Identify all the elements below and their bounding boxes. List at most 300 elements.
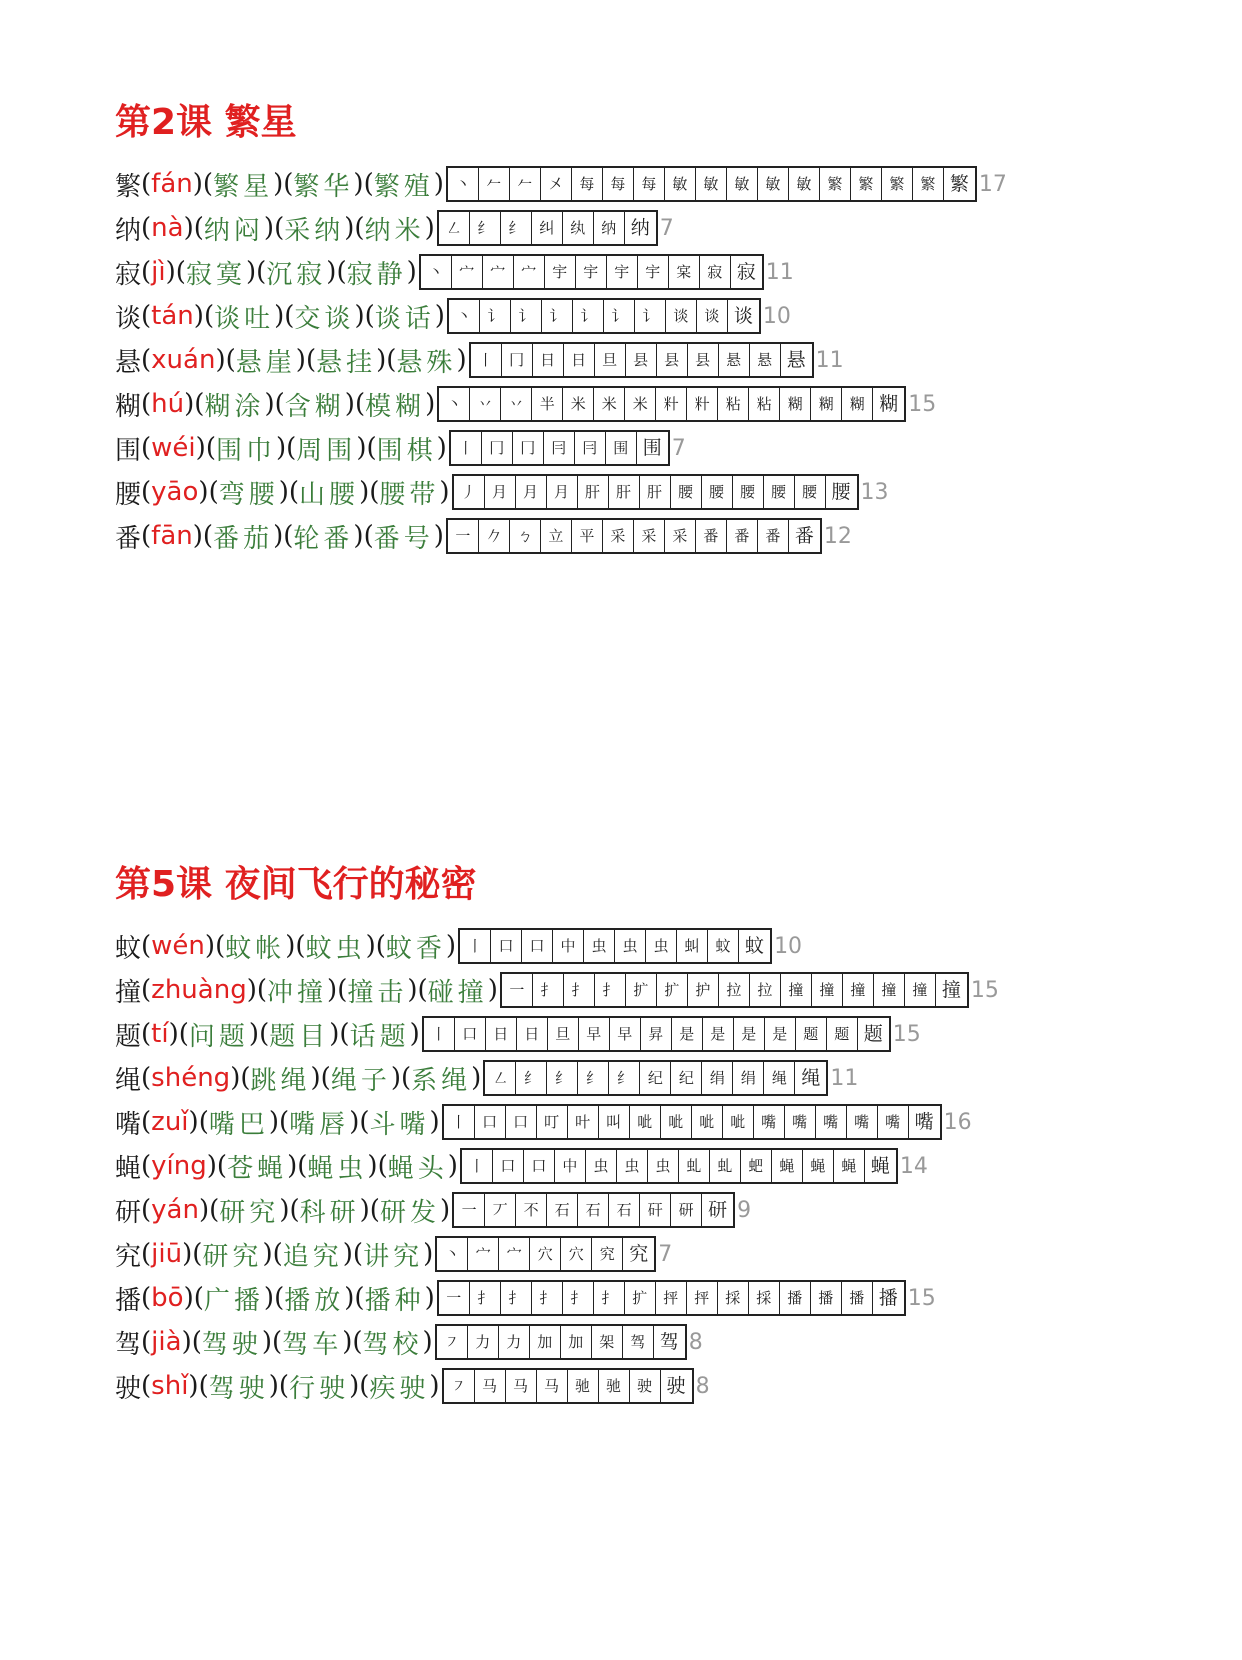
paren-open: (	[339, 1019, 350, 1049]
vocab-word: 弯腰	[218, 479, 279, 510]
stroke-step-box: 每	[603, 168, 634, 200]
vocab-word: 斗嘴	[369, 1109, 430, 1140]
vocab-word: 行驶	[289, 1373, 350, 1404]
stroke-step-box: 一	[454, 1194, 485, 1226]
stroke-step-box: 纠	[532, 212, 563, 244]
vocab-word-group	[194, 210, 274, 247]
stroke-step-box: 石	[547, 1194, 578, 1226]
vocab-word: 蚊香	[385, 933, 446, 964]
character-entry	[115, 162, 1007, 206]
vocab-word-group	[354, 210, 434, 247]
paren-open: (	[336, 257, 347, 287]
stroke-step-box: 纟	[516, 1062, 547, 1094]
entry-character: 嘴	[115, 1109, 142, 1140]
vocab-word: 话题	[349, 1021, 410, 1052]
stroke-step-box: 冃	[544, 432, 575, 464]
vocab-word: 疾驶	[369, 1373, 430, 1404]
vocab-word: 番号	[373, 523, 434, 554]
stroke-step-box: 呲	[630, 1106, 661, 1138]
stroke-step-box: 拉	[750, 974, 781, 1006]
paren-close: )	[342, 1239, 353, 1269]
vocab-word: 繁殖	[373, 171, 434, 202]
paren-close: )	[195, 433, 206, 463]
paren-close: )	[471, 1063, 482, 1093]
character-entry	[115, 294, 1007, 338]
paren-open: (	[141, 1239, 152, 1269]
stroke-step-box: 糊	[780, 388, 811, 420]
paren-close: )	[359, 1195, 370, 1225]
stroke-step-box: 悬	[786, 349, 806, 371]
vocab-word-group	[273, 1236, 353, 1273]
stroke-step-box: 𠂉	[510, 168, 541, 200]
paren-close: )	[188, 1371, 199, 1401]
paren-open: (	[208, 477, 219, 507]
paren-close: )	[204, 931, 216, 961]
paren-open: (	[225, 345, 236, 375]
vocab-word-group	[194, 1280, 274, 1317]
stroke-step-box: 宀	[452, 256, 483, 288]
stroke-step-box: 嘴	[754, 1106, 785, 1138]
stroke-step-box: 蝇	[870, 1155, 890, 1177]
vocab-word: 围棋	[376, 435, 437, 466]
stroke-step-box: 呲	[661, 1106, 692, 1138]
vocab-word-group	[386, 342, 466, 379]
vocab-word: 围巾	[215, 435, 276, 466]
stroke-step-box: 蚆	[741, 1150, 772, 1182]
stroke-step-box: 悬	[750, 344, 781, 376]
paren-open: (	[193, 1283, 204, 1313]
stroke-step-box: 宇	[607, 256, 638, 288]
stroke-count: 15	[907, 1285, 936, 1311]
stroke-step-box: 旦	[595, 344, 626, 376]
stroke-step-box: 叶	[568, 1106, 599, 1138]
paren-open: (	[141, 1107, 152, 1137]
stroke-step-box: 丨	[451, 432, 482, 464]
stroke-order-grid	[437, 210, 658, 246]
stroke-step-box: 丨	[462, 1150, 493, 1182]
paren-close: )	[445, 931, 457, 961]
lesson-title: 第5课 夜间飞行的秘密	[115, 864, 477, 905]
stroke-step-box: 虫	[646, 930, 677, 962]
stroke-step-box: 扌	[533, 974, 564, 1006]
vocab-word-group	[274, 1280, 354, 1317]
stroke-step-box: 宀	[499, 1238, 530, 1270]
stroke-step-box: 纟	[578, 1062, 609, 1094]
paren-open: (	[377, 1151, 388, 1181]
stroke-step-box: 采	[665, 520, 696, 552]
paren-open: (	[417, 975, 428, 1005]
vocab-word-group	[352, 1324, 432, 1361]
vocab-word: 沉寂	[266, 259, 327, 290]
paren-open: (	[364, 301, 375, 331]
stroke-step-box: 丿	[454, 476, 485, 508]
stroke-step-box: 扌	[595, 974, 626, 1006]
stroke-step-box: 糊	[842, 388, 873, 420]
vocab-word-group	[336, 254, 416, 291]
entry-character: 糊	[115, 391, 142, 422]
character-entry	[115, 250, 1007, 294]
entry-pinyin: fān	[151, 521, 193, 551]
paren-close: )	[367, 1151, 378, 1181]
vocab-word: 番茄	[213, 523, 274, 554]
vocab-word-group	[321, 1060, 401, 1097]
stroke-count: 11	[815, 347, 844, 373]
paren-close: )	[354, 301, 365, 331]
stroke-count: 13	[860, 479, 889, 505]
stroke-step-box: 虫	[584, 930, 615, 962]
stroke-step-box: 讠	[480, 300, 511, 332]
entry-character: 悬	[115, 347, 142, 378]
stroke-step-box: 护	[688, 974, 719, 1006]
paren-open: (	[286, 433, 297, 463]
character-entry	[115, 924, 999, 968]
entry-pinyin: nà	[151, 213, 184, 243]
stroke-step-box: 𠂊	[479, 520, 510, 552]
stroke-step-box: ㇇	[437, 1326, 468, 1358]
stroke-step-box: 採	[718, 1282, 749, 1314]
vocab-word: 系绳	[411, 1065, 472, 1096]
entry-pinyin: yíng	[151, 1151, 207, 1181]
stroke-step-box: 围	[606, 432, 637, 464]
stroke-step-box: 採	[749, 1282, 780, 1314]
entry-pinyin: zuǐ	[151, 1107, 189, 1137]
paren-open: (	[366, 433, 377, 463]
paren-open: (	[363, 521, 374, 551]
paren-close: )	[424, 213, 435, 243]
stroke-order-grid	[422, 1016, 891, 1052]
stroke-step-box: 丨	[444, 1106, 475, 1138]
stroke-step-box: 月	[547, 476, 578, 508]
entry-pinyin: jì	[151, 257, 166, 287]
stroke-step-box: 播	[780, 1282, 811, 1314]
vocab-word-group	[217, 1148, 297, 1185]
paren-open: (	[240, 1063, 251, 1093]
paren-open: (	[354, 1283, 365, 1313]
paren-open: (	[141, 345, 152, 375]
stroke-step-box: 拉	[719, 974, 750, 1006]
stroke-step-box: 日	[517, 1018, 548, 1050]
vocab-word: 悬殊	[396, 347, 457, 378]
paren-close: )	[198, 477, 209, 507]
stroke-step-box: 讠	[604, 300, 635, 332]
paren-open: (	[141, 1063, 152, 1093]
stroke-step-box: 讠	[542, 300, 573, 332]
vocab-word-group	[339, 1016, 419, 1053]
paren-close: )	[182, 1239, 193, 1269]
stroke-step-box: 番	[696, 520, 727, 552]
stroke-step-box: 寂	[736, 261, 756, 283]
entry-character: 撞	[115, 977, 142, 1008]
stroke-count: 7	[671, 435, 686, 461]
stroke-step-box: 丆	[485, 1194, 516, 1226]
vocab-word-group	[279, 1368, 359, 1405]
vocab-word: 采纳	[284, 215, 345, 246]
vocab-word: 蚊虫	[305, 933, 366, 964]
paren-open: (	[375, 931, 386, 961]
paren-open: (	[272, 1239, 283, 1269]
paren-close: )	[295, 345, 306, 375]
stroke-step-box: 旦	[548, 1018, 579, 1050]
stroke-step-box: 腰	[795, 476, 826, 508]
stroke-step-box: 宀	[468, 1238, 499, 1270]
vocab-word: 嘴巴	[208, 1109, 269, 1140]
stroke-step-box: 丶	[437, 1238, 468, 1270]
lesson-section	[115, 860, 999, 1408]
vocab-word: 冲撞	[267, 977, 328, 1008]
paren-close: )	[359, 477, 370, 507]
stroke-step-box: 抨	[687, 1282, 718, 1314]
stroke-step-box: 腰	[702, 476, 733, 508]
vocab-word-group	[354, 1280, 434, 1317]
stroke-order-grid	[452, 1192, 735, 1228]
stroke-step-box: 绢	[702, 1062, 733, 1094]
stroke-order-grid	[442, 1368, 694, 1404]
stroke-step-box: 肝	[578, 476, 609, 508]
paren-close: )	[183, 213, 194, 243]
stroke-step-box: 县	[688, 344, 719, 376]
stroke-count: 12	[823, 523, 852, 549]
vocab-word: 轮番	[293, 523, 354, 554]
stroke-step-box: 一	[439, 1282, 470, 1314]
stroke-step-box: 早	[579, 1018, 610, 1050]
stroke-order-grid	[469, 342, 814, 378]
paren-open: (	[141, 931, 152, 961]
vocab-word-group	[203, 166, 283, 203]
paren-open: (	[141, 1371, 152, 1401]
paren-close: )	[285, 931, 296, 961]
character-entry	[115, 1100, 999, 1144]
stroke-step-box: 口	[493, 1150, 524, 1182]
stroke-step-box: 虫	[586, 1150, 617, 1182]
entry-character: 番	[115, 523, 142, 554]
stroke-step-box: 谈	[733, 305, 753, 327]
vocab-word: 繁星	[213, 171, 274, 202]
stroke-step-box: 纟	[547, 1062, 578, 1094]
stroke-step-box: 米	[625, 388, 656, 420]
vocab-word-group	[257, 972, 337, 1009]
stroke-step-box: 冂	[513, 432, 544, 464]
stroke-step-box: 力	[468, 1326, 499, 1358]
stroke-step-box: 宲	[669, 256, 700, 288]
stroke-step-box: 㐅	[541, 168, 572, 200]
vocab-word: 讲究	[363, 1241, 424, 1272]
stroke-step-box: 谈	[666, 300, 697, 332]
stroke-count: 15	[970, 977, 999, 1003]
stroke-step-box: 题	[827, 1018, 858, 1050]
stroke-step-box: 日	[533, 344, 564, 376]
paren-open: (	[141, 521, 152, 551]
stroke-step-box: 宀	[514, 256, 545, 288]
vocab-word-group	[176, 254, 256, 291]
stroke-step-box: 番	[758, 520, 789, 552]
paren-close: )	[310, 1063, 321, 1093]
vocab-word: 追究	[282, 1241, 343, 1272]
stroke-step-box: 口	[506, 1106, 537, 1138]
paren-open: (	[141, 301, 152, 331]
stroke-step-box: 是	[734, 1018, 765, 1050]
stroke-step-box: 扌	[564, 974, 595, 1006]
vocab-word-group	[279, 1104, 359, 1141]
stroke-step-box: 月	[516, 476, 547, 508]
stroke-step-box: 米	[563, 388, 594, 420]
entry-pinyin: hú	[151, 389, 185, 419]
entry-character: 驶	[115, 1373, 142, 1404]
character-entry	[115, 1188, 999, 1232]
vocab-word-group	[295, 928, 375, 965]
stroke-step-box: 纟	[609, 1062, 640, 1094]
paren-close: )	[230, 1063, 241, 1093]
vocab-word-group	[359, 1104, 439, 1141]
stroke-step-box: 播	[878, 1287, 898, 1309]
vocab-word-group	[297, 1148, 377, 1185]
paren-open: (	[401, 1063, 412, 1093]
stroke-order-grid	[458, 928, 772, 964]
vocab-word: 驾校	[362, 1329, 423, 1360]
vocab-word-group	[203, 518, 283, 555]
stroke-step-box: 平	[572, 520, 603, 552]
stroke-step-box: 驰	[568, 1370, 599, 1402]
paren-close: )	[406, 257, 417, 287]
paren-open: (	[191, 1327, 202, 1357]
stroke-step-box: 纳	[630, 217, 650, 239]
stroke-step-box: 是	[703, 1018, 734, 1050]
stroke-order-grid	[449, 430, 670, 466]
stroke-step-box: 丶	[448, 168, 479, 200]
entry-character: 驾	[115, 1329, 142, 1360]
vocab-word: 驾驶	[208, 1373, 269, 1404]
entry-pinyin: bō	[151, 1283, 184, 1313]
vocab-word-group	[226, 342, 306, 379]
stroke-step-box: 撞	[905, 974, 936, 1006]
character-entry	[115, 338, 1007, 382]
vocab-word: 谈吐	[214, 303, 275, 334]
stroke-step-box: 马	[475, 1370, 506, 1402]
stroke-step-box: ㇜	[439, 212, 470, 244]
paren-close: )	[287, 1151, 298, 1181]
paren-open: (	[363, 169, 374, 199]
vocab-word-group	[274, 210, 354, 247]
stroke-step-box: 丨	[471, 344, 502, 376]
character-entry	[115, 1320, 999, 1364]
vocab-word-group	[306, 342, 386, 379]
stroke-step-box: 𠂉	[479, 168, 510, 200]
stroke-step-box: 口	[522, 930, 553, 962]
paren-close: )	[423, 1239, 434, 1269]
stroke-step-box: 虯	[677, 930, 708, 962]
stroke-step-box: 嘴	[847, 1106, 878, 1138]
stroke-step-box: 围	[642, 437, 662, 459]
paren-close: )	[268, 1371, 279, 1401]
lesson-title: 第2课 繁星	[115, 102, 297, 143]
stroke-step-box: 嘴	[878, 1106, 909, 1138]
stroke-step-box: 题	[796, 1018, 827, 1050]
paren-close: )	[264, 389, 275, 419]
vocab-word: 蝇虫	[307, 1153, 368, 1184]
paren-open: (	[141, 975, 152, 1005]
paren-open: (	[359, 1107, 370, 1137]
vocab-word: 嘴唇	[289, 1109, 350, 1140]
stroke-step-box: 驾	[623, 1326, 654, 1358]
stroke-step-box: 绳	[801, 1067, 821, 1089]
paren-open: (	[337, 975, 348, 1005]
vocab-word-group	[284, 298, 364, 335]
stroke-step-box: 虬	[679, 1150, 710, 1182]
vocab-word: 科研	[299, 1197, 360, 1228]
paren-close: )	[433, 169, 444, 199]
vocab-word-group	[366, 430, 446, 467]
stroke-step-box: 寂	[700, 256, 731, 288]
stroke-step-box: 驾	[659, 1331, 679, 1353]
stroke-count: 17	[978, 171, 1007, 197]
paren-close: )	[342, 1327, 353, 1357]
stroke-step-box: 虫	[617, 1150, 648, 1182]
stroke-step-box: 加	[561, 1326, 592, 1358]
stroke-step-box: 架	[592, 1326, 623, 1358]
stroke-step-box: 肝	[609, 476, 640, 508]
entry-character: 腰	[115, 479, 142, 510]
vocab-word-group	[192, 1236, 272, 1273]
stroke-step-box: 力	[499, 1326, 530, 1358]
paren-close: )	[356, 433, 367, 463]
vocab-word-group	[199, 1368, 279, 1405]
entry-character: 纳	[115, 215, 142, 246]
character-entry	[115, 426, 1007, 470]
vocab-word-group	[206, 430, 286, 467]
paren-close: )	[245, 257, 257, 287]
vocab-word-group	[283, 518, 363, 555]
vocab-word-group	[209, 474, 289, 511]
stroke-step-box: 肝	[640, 476, 671, 508]
paren-open: (	[305, 345, 317, 375]
stroke-order-grid	[435, 1236, 656, 1272]
stroke-step-box: 冃	[575, 432, 606, 464]
vocab-word-group	[418, 972, 498, 1009]
stroke-step-box: 繁	[949, 173, 969, 195]
vocab-word: 播种	[364, 1285, 425, 1316]
stroke-step-box: ㇜	[485, 1062, 516, 1094]
stroke-step-box: 虫	[648, 1150, 679, 1182]
stroke-step-box: 敏	[758, 168, 789, 200]
entry-pinyin: wéi	[151, 433, 196, 463]
entry-pinyin: shéng	[151, 1063, 231, 1093]
stroke-step-box: 蝇	[834, 1150, 865, 1182]
stroke-step-box: 每	[572, 168, 603, 200]
paren-close: )	[425, 389, 436, 419]
character-entry	[115, 1012, 999, 1056]
stroke-count: 7	[658, 1241, 673, 1267]
paren-open: (	[141, 477, 152, 507]
paren-open: (	[297, 1151, 308, 1181]
stroke-step-box: 月	[485, 476, 516, 508]
stroke-step-box: 扌	[470, 1282, 501, 1314]
vocab-word-group	[364, 518, 444, 555]
paren-open: (	[256, 975, 268, 1005]
stroke-count: 15	[892, 1021, 921, 1047]
paren-open: (	[141, 1195, 152, 1225]
vocab-word-group	[256, 254, 336, 291]
paren-close: )	[344, 389, 355, 419]
entry-character: 究	[115, 1241, 142, 1272]
paren-open: (	[274, 213, 285, 243]
character-entry	[115, 470, 1007, 514]
stroke-count: 8	[695, 1373, 710, 1399]
stroke-step-box: 扌	[532, 1282, 563, 1314]
vocab-word-group	[272, 1324, 352, 1361]
stroke-step-box: 纟	[470, 212, 501, 244]
paren-open: (	[386, 345, 397, 375]
paren-close: )	[447, 1151, 458, 1181]
paren-close: )	[439, 477, 450, 507]
